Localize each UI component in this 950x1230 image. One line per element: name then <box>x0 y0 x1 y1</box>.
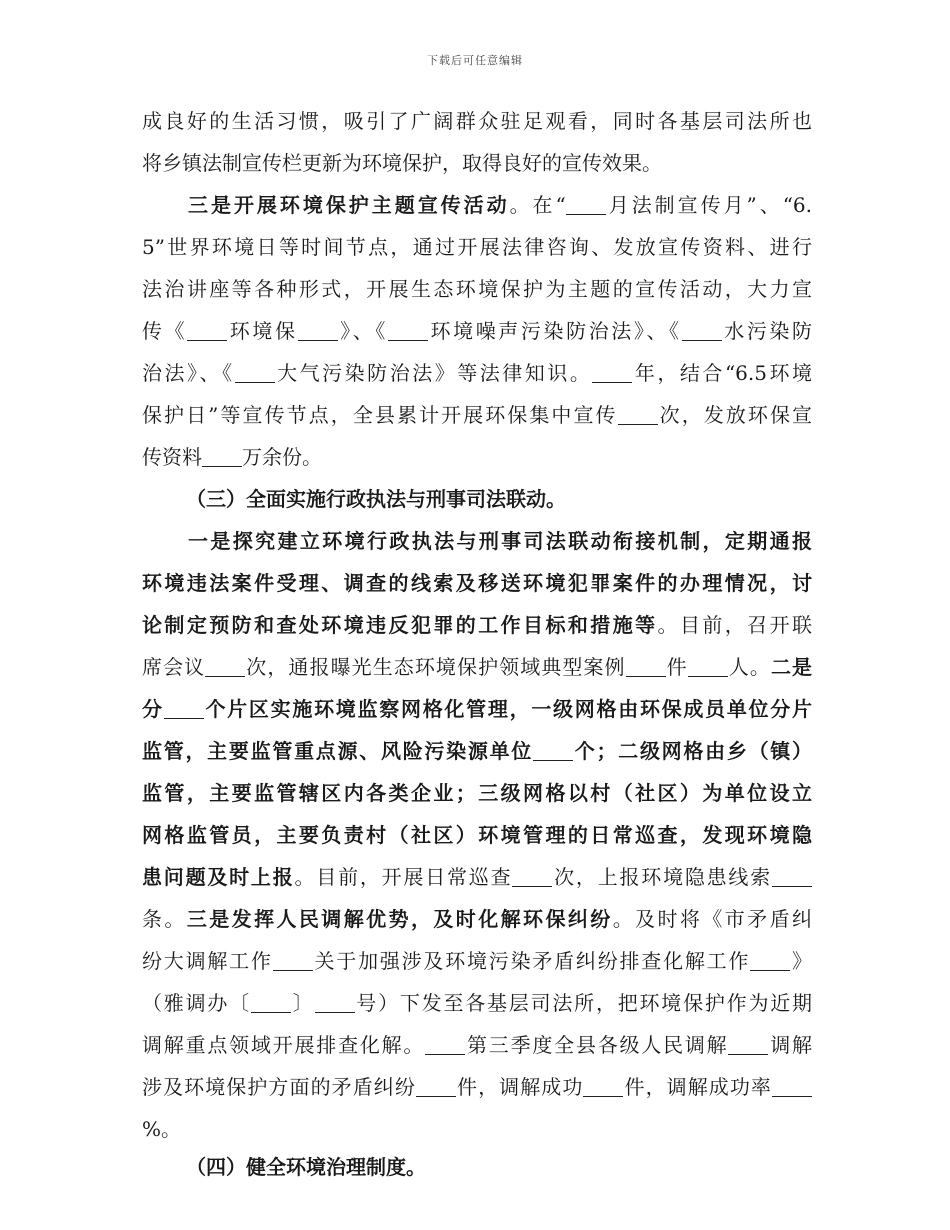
blank <box>772 864 812 887</box>
text-line: （雅调办〔 〕 号）下发至各基层司法所，把环境保护作为近期 <box>142 991 812 1015</box>
text-line: 监管，主要监管辖区内各类企业；三级网格以村（社区）为单位设立 <box>142 781 812 805</box>
page-header: 下载后可任意编辑 <box>427 54 523 67</box>
blank <box>416 1074 456 1097</box>
text-line: 传资料 万余份。 <box>142 445 322 469</box>
blank <box>164 696 204 719</box>
blank <box>315 990 355 1013</box>
text-line: 分 个片区实施环境监察网格化管理，一级网格由环保成员单位分片 <box>142 697 812 721</box>
text-line: 环境违法案件受理、调查的线索及移送环境犯罪案件的办理情况，讨 <box>142 571 812 595</box>
text-line: 三是开展环境保护主题宣传活动。在“ 月法制宣传月”、“6. <box>188 193 812 217</box>
blank <box>592 360 632 383</box>
section-heading: （三）全面实施行政执法与刑事司法联动。 <box>186 487 566 511</box>
blank <box>202 444 242 467</box>
text-line: 论制定预防和查处环境违反犯罪的工作目标和措施等。目前，召开联 <box>142 613 812 637</box>
text-line: %。 <box>142 1117 182 1141</box>
blank <box>772 1074 812 1097</box>
bold-lead: 三是开展环境保护主题宣传活动 <box>188 193 510 217</box>
blank <box>583 1074 623 1097</box>
blank <box>533 738 573 761</box>
blank <box>626 654 666 677</box>
blank <box>512 864 552 887</box>
text-line: 一是探究建立环境行政执法与刑事司法联动衔接机制，定期通报 <box>188 529 812 553</box>
blank <box>618 402 658 425</box>
blank <box>298 318 338 341</box>
text-line: 网格监管员，主要负责村（社区）环境管理的日常巡查，发现环境隐 <box>142 823 812 847</box>
section-heading: （四）健全环境治理制度。 <box>186 1155 426 1179</box>
text-line: 涉及环境保护方面的矛盾纠纷 件，调解成功 件，调解成功率 <box>142 1070 812 1104</box>
blank <box>728 1032 768 1055</box>
blank <box>566 192 606 215</box>
text-line: 治法》、《 大气污染防治法》等法律知识。 年，结合“6.5环境 <box>142 361 812 385</box>
text-line: 法治讲座等各种形式，开展生态环境保护为主题的宣传活动，大力宣 <box>142 277 812 301</box>
blank <box>273 948 313 971</box>
text-line: 席会议 次，通报曝光生态环境保护领域典型案例 件 人。二是 <box>142 655 812 679</box>
text-line: 调解重点领域开展排查化解。 第三季度全县各级人民调解 调解 <box>142 1033 812 1057</box>
blank <box>388 318 428 341</box>
text-line: 监管，主要监管重点源、风险污染源单位 个；二级网格由乡（镇） <box>142 739 812 763</box>
blank <box>251 990 291 1013</box>
blank <box>750 948 790 971</box>
text-line: 条。三是发挥人民调解优势，及时化解环保纠纷。及时将《市矛盾纠 <box>142 907 812 931</box>
text-line: 将乡镇法制宣传栏更新为环境保护，取得良好的宣传效果。 <box>142 151 662 175</box>
text-line: 纷大调解工作 关于加强涉及环境污染矛盾纠纷排查化解工作 》 <box>142 949 812 973</box>
blank <box>688 654 728 677</box>
blank <box>425 1032 465 1055</box>
blank <box>187 318 227 341</box>
blank <box>682 318 722 341</box>
text-line: 患问题及时上报。目前，开展日常巡查 次，上报环境隐患线索 <box>142 860 812 894</box>
text-line: 成良好的生活习惯，吸引了广阔群众驻足观看，同时各基层司法所也 <box>142 109 812 133</box>
blank <box>205 654 245 677</box>
blank <box>235 360 275 383</box>
text-line: 5”世界环境日等时间节点，通过开展法律咨询、发放宣传资料、进行 <box>142 235 812 259</box>
text-line: 保护日”等宣传节点，全县累计开展环保集中宣传 次，发放环保宣 <box>142 403 812 427</box>
text-line: 传《 环境保 》、《 环境噪声污染防治法》、《 水污染防 <box>142 319 812 343</box>
